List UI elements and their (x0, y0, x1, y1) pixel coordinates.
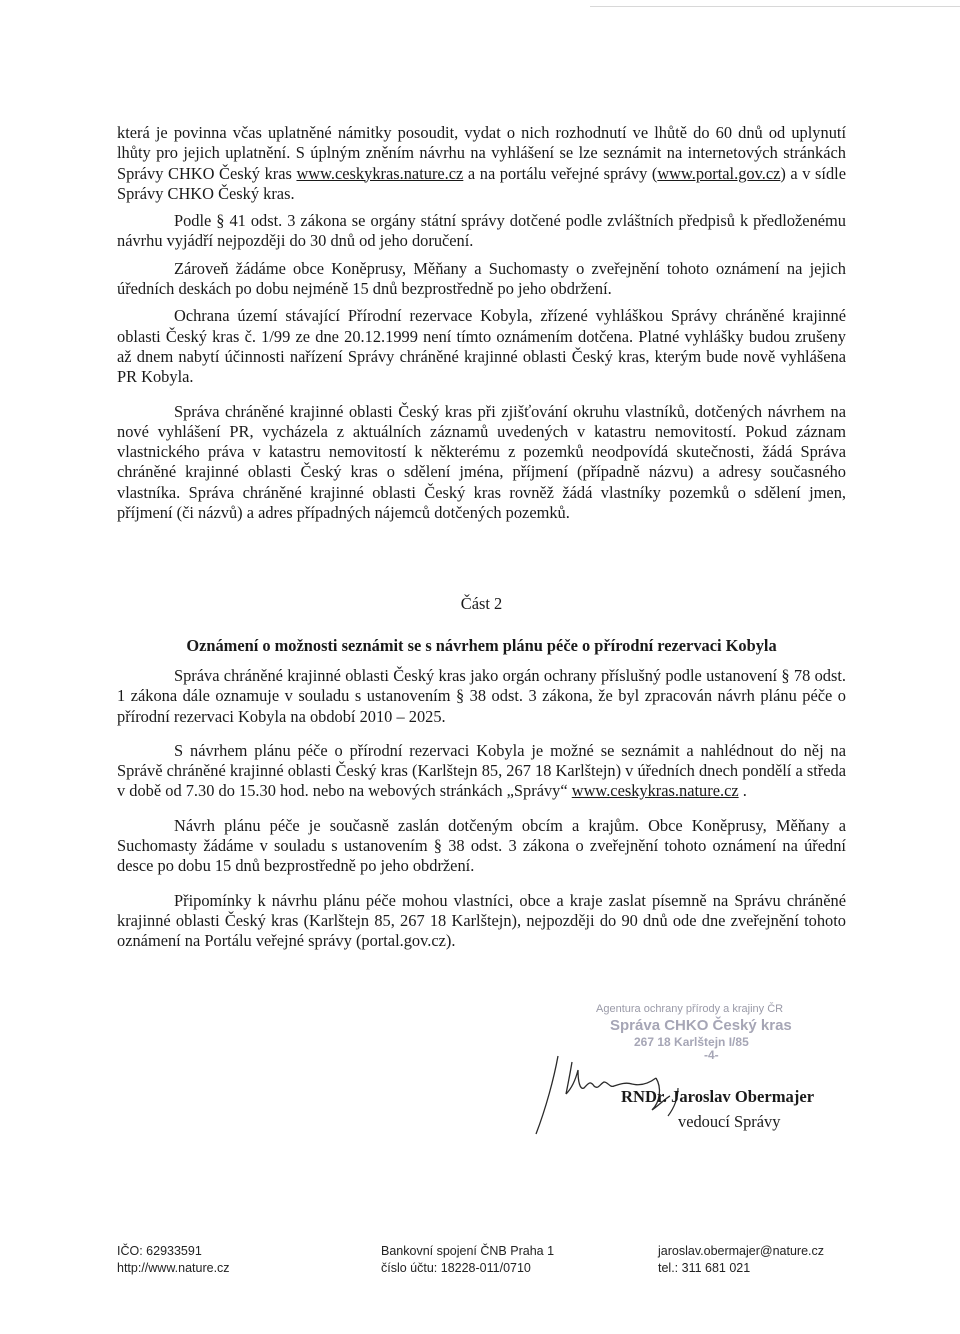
paragraph-objection-review (117, 123, 846, 204)
top-edge-line (590, 6, 960, 7)
portal-gov-link[interactable]: www.portal.gov.cz (657, 163, 781, 183)
paragraph-text: a na portálu veřejné správy ( (463, 163, 658, 183)
ceskykras-web-link[interactable]: www.ceskykras.nature.cz (296, 163, 464, 183)
paragraph-landowners: Správa chráněné krajinné oblasti Český kras při zjišťování okruhu vlastníků, dotčených návrhem na nové vyhlášení PR, vycházela z aktuálních záznamů uvedených v katastru nemovitostí. Pokud záznam vlastnického práva v katastru nemovitostí k některému z pozemků neodpovídá skutečnosti, žádá Správa chráněné krajinné oblasti Český kras o sdělení jména, příjmení (případně názvu) a adresy současného vlastníka. Správa chráněné krajinné oblasti Český kras rovněž žádá vlastníky pozemků o sdělení jmen, příjmení (či názvů) a adres případných nájemců dotčených pozemků. (117, 401, 846, 523)
footer-phone: tel.: 311 681 021 (658, 1261, 751, 1275)
paragraph-plan-distribution: Návrh plánu péče je současně zaslán dotčeným obcím a krajům. Obce Koněprusy, Měňany a Suchomasty žádáme v souladu s ustanovením § 38 odst. 3 zákona o zveřejnění tohoto oznámení na úřední desce po dobu 15 dnů bezprostředně po jeho obdržení. (117, 815, 846, 876)
paragraph-text: . (738, 781, 747, 801)
footer-column-contact (658, 1243, 824, 1277)
part-2-title: Část 2 (460, 594, 503, 613)
paragraph-care-plan-announcement: Správa chráněné krajinné oblasti Český kras jako orgán ochrany příslušný podle ustanovení § 78 odst. 1 zákona dále oznamuje v souladu s ustanovením § 38 odst. 3 zákona, že byl zpracován návrh plánu péče o přírodní rezervaci Kobyla na období 2010 – 2025. (117, 666, 846, 726)
footer-email: jaroslav.obermajer@nature.cz (658, 1244, 824, 1258)
letter-body-part2 (117, 666, 846, 952)
footer-column-bank (381, 1243, 554, 1277)
stamp-agency-line: Agentura ochrany přírody a krajiny ČR (596, 1003, 784, 1015)
paragraph-text: S návrhem plánu péče o přírodní rezervaci Kobyla je možné se seznámit a nahlédnout do něj na Správě chráněné krajinné oblasti Český kras (Karlštejn 85, 267 18 Karlštejn) v úředních dnech pondělí a středa v době od 7.30 do 15.30 hod. nebo na webových stránkách „Správy“ (117, 740, 846, 801)
letter-body-part1 (117, 123, 846, 523)
stamp-office-line: Správa CHKO Český kras (610, 1017, 792, 1034)
paragraph-text: která je povinna včas uplatněné námitky posoudit, vydat o nich rozhodnutí ve lhůtě do 60 dnů od uplynutí lhůty pro jejich uplatnění. S úplným zněním návrhu na vyhlášení se lze seznámit na internetových stránkách Správy CHKO Český kras (117, 123, 846, 183)
paragraph-text: ) a v sídle Správy CHKO Český kras. (117, 163, 846, 203)
ceskykras-web-link-2[interactable]: www.ceskykras.nature.cz (571, 781, 739, 801)
signatory-role: vedoucí Správy (678, 1112, 781, 1131)
footer-bank: Bankovní spojení ČNB Praha 1 (381, 1244, 555, 1258)
paragraph-care-plan-viewing (117, 741, 846, 802)
paragraph-existing-protection: Ochrana území stávající Přírodní rezervace Kobyla, zřízené vyhláškou Správy chráněné krajinné oblasti Český kras č. 1/99 ze dne 20.12.1999 není tímto oznámením dotčena. Platné vyhlášky budou zrušeny až dnem nabytí účinnosti nařízení Správy chráněné krajinné oblasti Český kras, kterým bude nově vyhlášena PR Kobyla. (117, 306, 846, 387)
paragraph-municipalities-notice: Zároveň žádáme obce Koněprusy, Měňany a Suchomasty o zveřejnění tohoto oznámení na jejich úředních deskách po dobu nejméně 15 dnů bezprostředně po jeho obdržení. (117, 258, 846, 299)
stamp-address-line: 267 18 Karlštejn I/85 (634, 1035, 749, 1049)
paragraph-comments-deadline: Připomínky k návrhu plánu péče mohou vlastníci, obce a kraje zaslat písemně na Správu chráněné krajinné oblasti Český kras (Karlštejn 85, 267 18 Karlštejn), nejpozději do 90 dnů ode dne zveřejnění tohoto oznámení na Portálu veřejné správy (portal.gov.cz). (117, 890, 846, 951)
part-2-subtitle: Oznámení o možnosti seznámit se s návrhem plánu péče o přírodní rezervaci Kobyla (186, 636, 777, 655)
footer-ico: IČO: 62933591 (117, 1244, 202, 1258)
paragraph-state-authorities: Podle § 41 odst. 3 zákona se orgány státní správy dotčené podle zvláštních předpisů k předloženému návrhu vyjádří nejpozději do 30 dnů od jeho doručení. (117, 211, 846, 251)
stamp-number-line: -4- (704, 1048, 719, 1062)
footer-account: číslo účtu: 18228-011/0710 (381, 1261, 531, 1275)
signatory-name: RNDr. Jaroslav Obermajer (621, 1087, 815, 1106)
footer-web: http://www.nature.cz (117, 1261, 230, 1275)
footer-column-ids (117, 1243, 230, 1277)
